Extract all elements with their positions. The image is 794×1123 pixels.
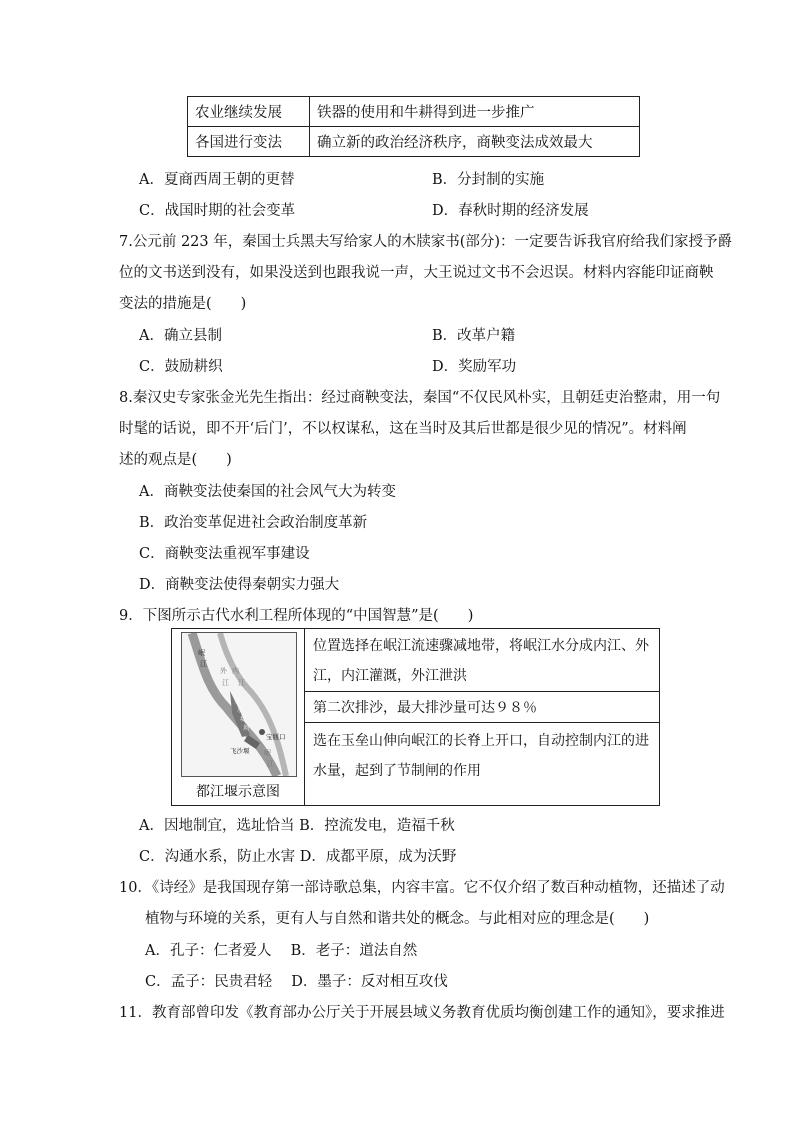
map-label: 飞沙堰 <box>230 747 250 755</box>
q8-option-a: A．商鞅变法使秦国的社会风气大为转变 <box>139 484 396 500</box>
q11-stem-line1: 11．教育部曾印发《教育部办公厅关于开展县域义务教育优质均衡创建工作的通知》，要求推进 <box>119 1005 725 1021</box>
info-text: 水量，起到了节制闸的作用 <box>313 763 481 779</box>
info-text: 选在玉垒山伸向岷江的长脊上开口，自动控制内江的进 <box>313 733 649 749</box>
table-cell: 农业继续发展 <box>188 97 310 127</box>
q7-stem-line1: 7.公元前 223 年，秦国士兵黑夫写给家人的木牍家书(部分)：一定要告诉我官府给我们家授予爵 <box>119 234 733 250</box>
map-label: 水 <box>237 707 244 714</box>
q8-option-c: C．商鞅变法重视军事建设 <box>139 546 310 562</box>
info-row <box>305 692 659 723</box>
map-label: 岷 <box>264 749 271 757</box>
q10-options-ab: A．孔子：仁者爱人 B．老子：道法自然 <box>145 943 418 959</box>
table-row <box>188 97 640 127</box>
map-label: 堤 <box>240 716 247 723</box>
q7-stem-line2: 位的文书送到没有，如果没送到也跟我说一声，大王说过文书不会迟误。材料内容能印证商鞅 <box>119 265 714 281</box>
top-table <box>187 96 640 157</box>
q8-stem-line2: 时髦的话说，即不开‘后门’，不以权谋私，这在当时及其后世都是很少见的情况”。材料阐 <box>119 421 687 437</box>
q9-options-ab: A．因地制宜，选址恰当 B．控流发电，造福千秋 <box>139 818 455 834</box>
q10-options-cd: C．孟子：民贵君轻 D．墨子：反对相互攻伐 <box>145 974 448 990</box>
map-label: 宝瓶口 <box>266 733 286 741</box>
info-text: 位置选择在岷江流速骤减地带，将岷江水分成内江、外 <box>313 638 649 654</box>
q7-stem-line3: 变法的措施是( ) <box>119 296 247 312</box>
info-text: 江，内江灌溉，外江泄洪 <box>313 668 467 684</box>
q6-option-c: C．战国时期的社会变革 <box>139 203 296 219</box>
river-map-graphic <box>182 633 296 776</box>
map-cell <box>172 629 305 805</box>
table-cell: 确立新的政治经济秩序，商鞅变法成效最大 <box>310 127 640 157</box>
map-label: 内 <box>232 667 239 675</box>
table-cell: 铁器的使用和牛耕得到进一步推广 <box>310 97 640 127</box>
info-text: 第二次排沙，最大排沙量可达９８％ <box>313 700 537 716</box>
q7-option-c: C．鼓励耕织 <box>139 359 223 375</box>
q7-option-a: A．确立县制 <box>139 328 222 344</box>
map-label: 江 <box>222 679 229 687</box>
q7-option-d: D．奖励军功 <box>432 359 517 375</box>
q10-stem-line1: 10．《诗经》是我国现存第一部诗歌总集，内容丰富。它不仅介绍了数百种动植物，还描述了动 <box>119 880 725 896</box>
q8-stem-line3: 述的观点是( ) <box>119 452 232 468</box>
map-label: 江 <box>200 660 207 668</box>
dujiangyan-figure-table <box>171 628 660 806</box>
q8-option-d: D．商鞅变法使得秦朝实力强大 <box>139 577 340 593</box>
table-row <box>188 127 640 157</box>
map-caption: 都江堰示意图 <box>196 784 280 800</box>
q6-option-b: B．分封制的实施 <box>432 172 545 188</box>
q6-option-d: D．春秋时期的经济发展 <box>432 203 589 219</box>
dujiangyan-map <box>181 632 297 777</box>
map-label: 分 <box>234 698 241 705</box>
map-label: 岷 <box>198 649 205 657</box>
table-cell: 各国进行变法 <box>188 127 310 157</box>
q10-stem-line2: 植物与环境的关系，更有人与自然和谐共处的概念。与此相对应的理念是( ) <box>145 911 650 927</box>
q7-option-b: B．改革户籍 <box>432 328 516 344</box>
info-row <box>305 629 659 692</box>
map-label: 江 <box>267 760 274 768</box>
map-label: 外 <box>220 667 227 675</box>
q6-option-a: A．夏商西周王朝的更替 <box>139 172 295 188</box>
q8-option-b: B．政治变革促进社会政治制度革新 <box>139 515 368 531</box>
q9-stem: 9．下图所示古代水利工程所体现的“中国智慧”是( ) <box>119 608 474 624</box>
q9-options-cd: C．沟通水系，防止水害 D．成都平原，成为沃野 <box>139 849 457 865</box>
q8-stem-line1: 8.秦汉史专家张金光先生指出：经过商鞅变法，秦国“不仅民风朴实，且朝廷吏治整肃，用一句 <box>119 390 721 406</box>
info-row <box>305 723 659 805</box>
map-label: 坝 <box>243 725 250 732</box>
map-label: 江 <box>238 679 245 687</box>
